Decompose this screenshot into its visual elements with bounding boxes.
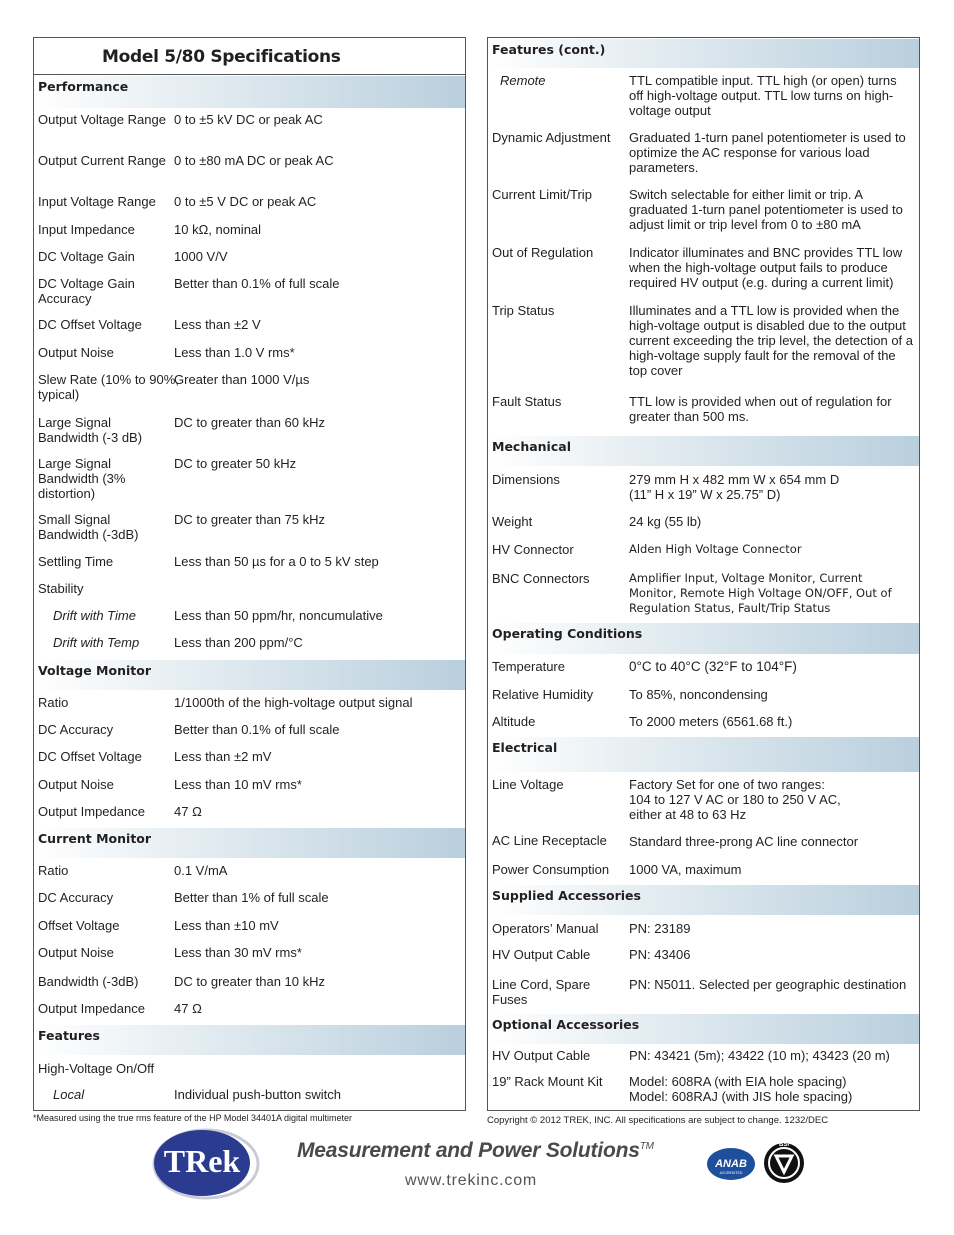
- spec-label: Line Cord, Spare Fuses: [492, 977, 591, 1007]
- spec-value: Alden High Voltage Connector: [629, 542, 802, 556]
- spec-label: Ratio: [38, 695, 69, 710]
- right-spec-panel: [487, 37, 920, 1111]
- spec-value: Less than 50 ppm/hr, noncumulative: [174, 608, 383, 623]
- spec-row: [34, 635, 465, 659]
- section-heading-features: Features: [34, 1024, 465, 1055]
- spec-row: [34, 777, 465, 804]
- spec-row: [34, 1001, 465, 1024]
- spec-value: Individual push-button switch: [174, 1087, 341, 1102]
- spec-label: Power Consumption: [492, 862, 610, 877]
- spec-value: DC to greater than 10 kHz: [174, 974, 326, 989]
- spec-row: [34, 153, 465, 194]
- spec-value: Less than 50 µs for a 0 to 5 kV step: [174, 554, 379, 569]
- spec-value: Better than 1% of full scale: [174, 890, 329, 905]
- spec-value: 0 to ±5 kV DC or peak AC: [174, 112, 323, 127]
- spec-row: [488, 714, 919, 736]
- spec-label: Large Signal Bandwidth (3% distortion): [38, 456, 126, 501]
- spec-label: Drift with Time: [53, 608, 136, 623]
- spec-label: 19” Rack Mount Kit: [492, 1074, 603, 1089]
- spec-row: [488, 514, 919, 542]
- spec-row: [488, 833, 919, 862]
- spec-label: Trip Status: [492, 303, 555, 318]
- spec-row: [34, 194, 465, 222]
- spec-label: Small Signal Bandwidth (-3dB): [38, 512, 139, 542]
- spec-row: [488, 1074, 919, 1108]
- spec-value: 1/1000th of the high-voltage output signal: [174, 695, 413, 710]
- anab-badge: ANAB: [715, 1158, 747, 1170]
- spec-label: DC Accuracy: [38, 722, 114, 737]
- spec-label: Output Noise: [38, 945, 114, 960]
- document-title: Model 5/80 Specifications: [34, 38, 465, 75]
- spec-row: [34, 554, 465, 581]
- trek-logo: [152, 1128, 264, 1200]
- spec-row: [488, 303, 919, 394]
- spec-value: DC to greater than 75 kHz: [174, 512, 326, 527]
- section-heading-mechanical: Mechanical: [488, 435, 919, 466]
- spec-value: 1000 VA, maximum: [629, 862, 742, 877]
- spec-value: Standard three-prong AC line connector: [629, 834, 859, 849]
- spec-value: Less than 1.0 V rms*: [174, 345, 295, 360]
- spec-label: Output Impedance: [38, 1001, 145, 1016]
- certification-badges: [706, 1136, 810, 1188]
- company-tagline: [297, 1139, 654, 1163]
- spec-label: Current Limit/Trip: [492, 187, 592, 202]
- spec-value: To 85%, noncondensing: [629, 687, 768, 702]
- spec-value: Less than ±10 mV: [174, 918, 279, 933]
- spec-label: Dimensions: [492, 472, 560, 487]
- spec-row: [34, 1061, 465, 1087]
- spec-label: Stability: [38, 581, 84, 596]
- spec-value: DC to greater 50 kHz: [174, 456, 297, 471]
- spec-value: Model: 608RA (with EIA hole spacing) Model: 608RAJ (with JIS hole spacing): [629, 1074, 853, 1104]
- spec-row: [34, 112, 465, 153]
- spec-value: 47 Ω: [174, 804, 202, 819]
- spec-row: [488, 73, 919, 130]
- spec-row: [34, 512, 465, 554]
- spec-label: Temperature: [492, 659, 565, 674]
- spec-row: [488, 862, 919, 884]
- spec-label: Output Current Range: [38, 153, 166, 168]
- spec-value: Illuminates and a TTL low is provided when the high-voltage output is disabled due to the output current exceeding the trip level, the detection of a high-voltage supply fault for the removal of the top cover: [629, 303, 914, 378]
- spec-value: Less than ±2 V: [174, 317, 261, 332]
- spec-label: Bandwidth (-3dB): [38, 974, 139, 989]
- spec-label: Relative Humidity: [492, 687, 594, 702]
- spec-label: DC Accuracy: [38, 890, 114, 905]
- section-heading-voltage-monitor: Voltage Monitor: [34, 659, 465, 690]
- spec-label: Dynamic Adjustment: [492, 130, 611, 145]
- logo-wordmark: TRek: [163, 1143, 241, 1179]
- spec-value: Better than 0.1% of full scale: [174, 722, 340, 737]
- spec-row: [34, 890, 465, 918]
- spec-row: [34, 749, 465, 777]
- spec-label: Altitude: [492, 714, 536, 729]
- spec-value: Greater than 1000 V/µs: [174, 372, 310, 387]
- anab-accredited-label: ACCREDITED: [719, 1171, 743, 1175]
- spec-row: [488, 977, 919, 1013]
- spec-row: [34, 918, 465, 945]
- spec-row: [34, 317, 465, 345]
- spec-row: [34, 863, 465, 890]
- spec-row: [34, 249, 465, 276]
- spec-value: 24 kg (55 lb): [629, 514, 702, 529]
- section-heading-features-cont: Features (cont.): [488, 38, 919, 68]
- spec-value: To 2000 meters (6561.68 ft.): [629, 714, 793, 729]
- spec-label: Output Voltage Range: [38, 112, 166, 127]
- spec-value: Less than 200 ppm/°C: [174, 635, 303, 650]
- spec-label: Remote: [500, 73, 546, 88]
- spec-label: Drift with Temp: [53, 635, 140, 650]
- spec-row: [488, 187, 919, 245]
- spec-label: Input Voltage Range: [38, 194, 156, 209]
- section-heading-performance: Performance: [34, 75, 465, 108]
- spec-row: [34, 695, 465, 722]
- spec-row: [34, 276, 465, 317]
- spec-label: Slew Rate (10% to 90%, typical): [38, 372, 179, 402]
- spec-row: [488, 777, 919, 833]
- spec-label: Weight: [492, 514, 533, 529]
- spec-label: DC Offset Voltage: [38, 749, 142, 764]
- spec-value: 47 Ω: [174, 1001, 202, 1016]
- left-spec-panel: [33, 37, 466, 1111]
- spec-row: [488, 1048, 919, 1074]
- spec-value: Less than 10 mV rms*: [174, 777, 302, 792]
- spec-label: Output Impedance: [38, 804, 145, 819]
- section-heading-current-monitor: Current Monitor: [34, 827, 465, 858]
- tagline-text: Measurement and Power Solutions: [297, 1139, 640, 1162]
- spec-label: Large Signal Bandwidth (-3 dB): [38, 415, 143, 445]
- spec-value: 10 kΩ, nominal: [174, 222, 262, 237]
- spec-value: Less than ±2 mV: [174, 749, 272, 764]
- section-heading-optional-accessories: Optional Accessories: [488, 1013, 919, 1044]
- spec-value: PN: N5011. Selected per geographic destination: [629, 977, 907, 992]
- spec-label: DC Offset Voltage: [38, 317, 142, 332]
- spec-label: DC Voltage Gain: [38, 249, 135, 264]
- spec-value: Graduated 1-turn panel potentiometer is used to optimize the AC response for various load parameters.: [629, 130, 906, 175]
- spec-label: Operators’ Manual: [492, 921, 599, 936]
- spec-row: [34, 945, 465, 974]
- spec-row: [34, 804, 465, 827]
- spec-row: [34, 456, 465, 512]
- spec-value: Better than 0.1% of full scale: [174, 276, 340, 291]
- spec-row: [34, 608, 465, 635]
- spec-value: 0°C to 40°C (32°F to 104°F): [629, 659, 797, 674]
- spec-row: [488, 245, 919, 303]
- spec-label: Out of Regulation: [492, 245, 594, 260]
- spec-value: 0 to ±80 mA DC or peak AC: [174, 153, 334, 168]
- spec-label: Settling Time: [38, 554, 114, 569]
- spec-value: DC to greater than 60 kHz: [174, 415, 326, 430]
- spec-value: Factory Set for one of two ranges: 104 to 127 V AC or 180 to 250 V AC, either at 48 to 63 Hz: [629, 777, 841, 822]
- spec-row: [488, 921, 919, 947]
- spec-label: Ratio: [38, 863, 69, 878]
- spec-label: Line Voltage: [492, 777, 564, 792]
- spec-label: Local: [53, 1087, 85, 1102]
- spec-row: [488, 394, 919, 435]
- spec-value: PN: 43421 (5m); 43422 (10 m); 43423 (20 m): [629, 1048, 890, 1063]
- spec-value: Less than 30 mV rms*: [174, 945, 302, 960]
- spec-label: BNC Connectors: [492, 571, 590, 586]
- spec-value: PN: 43406: [629, 947, 691, 962]
- spec-label: AC Line Receptacle: [492, 833, 607, 848]
- spec-label: HV Connector: [492, 542, 574, 557]
- spec-value: [174, 581, 465, 608]
- spec-row: [34, 415, 465, 456]
- spec-label: Offset Voltage: [38, 918, 120, 933]
- spec-value: PN: 23189: [629, 921, 691, 936]
- copyright-notice: Copyright © 2012 TREK, INC. All specifications are subject to change. 1232/DEC: [487, 1115, 829, 1126]
- spec-value: Amplifier Input, Voltage Monitor, Current Monitor, Remote High Voltage ON/OFF, Out of Regulation Status, Fault/Trip Status: [629, 571, 892, 615]
- bsi-badge: BSI: [778, 1142, 790, 1148]
- spec-value: [234, 1061, 465, 1087]
- spec-value: 0 to ±5 V DC or peak AC: [174, 194, 317, 209]
- spec-row: [488, 687, 919, 714]
- spec-row: [488, 659, 919, 687]
- spec-label: Input Impedance: [38, 222, 135, 237]
- spec-row: [34, 222, 465, 249]
- spec-row: [488, 947, 919, 977]
- spec-value: TTL low is provided when out of regulation for greater than 500 ms.: [629, 394, 892, 424]
- spec-value: 0.1 V/mA: [174, 863, 228, 878]
- spec-value: Indicator illuminates and BNC provides TTL low when the high-voltage output fails to produce required HV output (e.g. during a current limit): [629, 245, 903, 290]
- spec-label: Output Noise: [38, 777, 114, 792]
- spec-row: [34, 345, 465, 372]
- spec-row: [488, 130, 919, 187]
- spec-label: HV Output Cable: [492, 1048, 591, 1063]
- spec-row: [34, 581, 465, 608]
- spec-value: 1000 V/V: [174, 249, 228, 264]
- section-heading-operating-conditions: Operating Conditions: [488, 622, 919, 654]
- spec-label: Fault Status: [492, 394, 562, 409]
- spec-row: [488, 472, 919, 514]
- spec-value: TTL compatible input. TTL high (or open) turns off high-voltage output. TTL low turns on high-voltage output: [629, 73, 897, 118]
- measurement-footnote: *Measured using the true rms feature of the HP Model 34401A digital multimeter: [33, 1113, 353, 1123]
- spec-row: [34, 722, 465, 749]
- spec-label: Output Noise: [38, 345, 114, 360]
- spec-value: Switch selectable for either limit or trip. A graduated 1-turn panel potentiometer is used to adjust limit or trip level from 0 to ±80 mA: [629, 187, 903, 232]
- spec-row: [34, 372, 465, 415]
- spec-row: [34, 974, 465, 1001]
- company-website: www.trekinc.com: [405, 1172, 538, 1189]
- spec-row: [488, 571, 919, 622]
- spec-label: High-Voltage On/Off: [38, 1061, 155, 1076]
- section-heading-electrical: Electrical: [488, 736, 919, 772]
- section-heading-supplied-accessories: Supplied Accessories: [488, 884, 919, 915]
- spec-label: HV Output Cable: [492, 947, 591, 962]
- spec-row: [34, 1087, 465, 1111]
- trademark-mark: TM: [639, 1141, 654, 1152]
- spec-row: [488, 542, 919, 571]
- spec-label: DC Voltage Gain Accuracy: [38, 276, 135, 306]
- spec-value: 279 mm H x 482 mm W x 654 mm D (11” H x 19” W x 25.75” D): [629, 472, 840, 502]
